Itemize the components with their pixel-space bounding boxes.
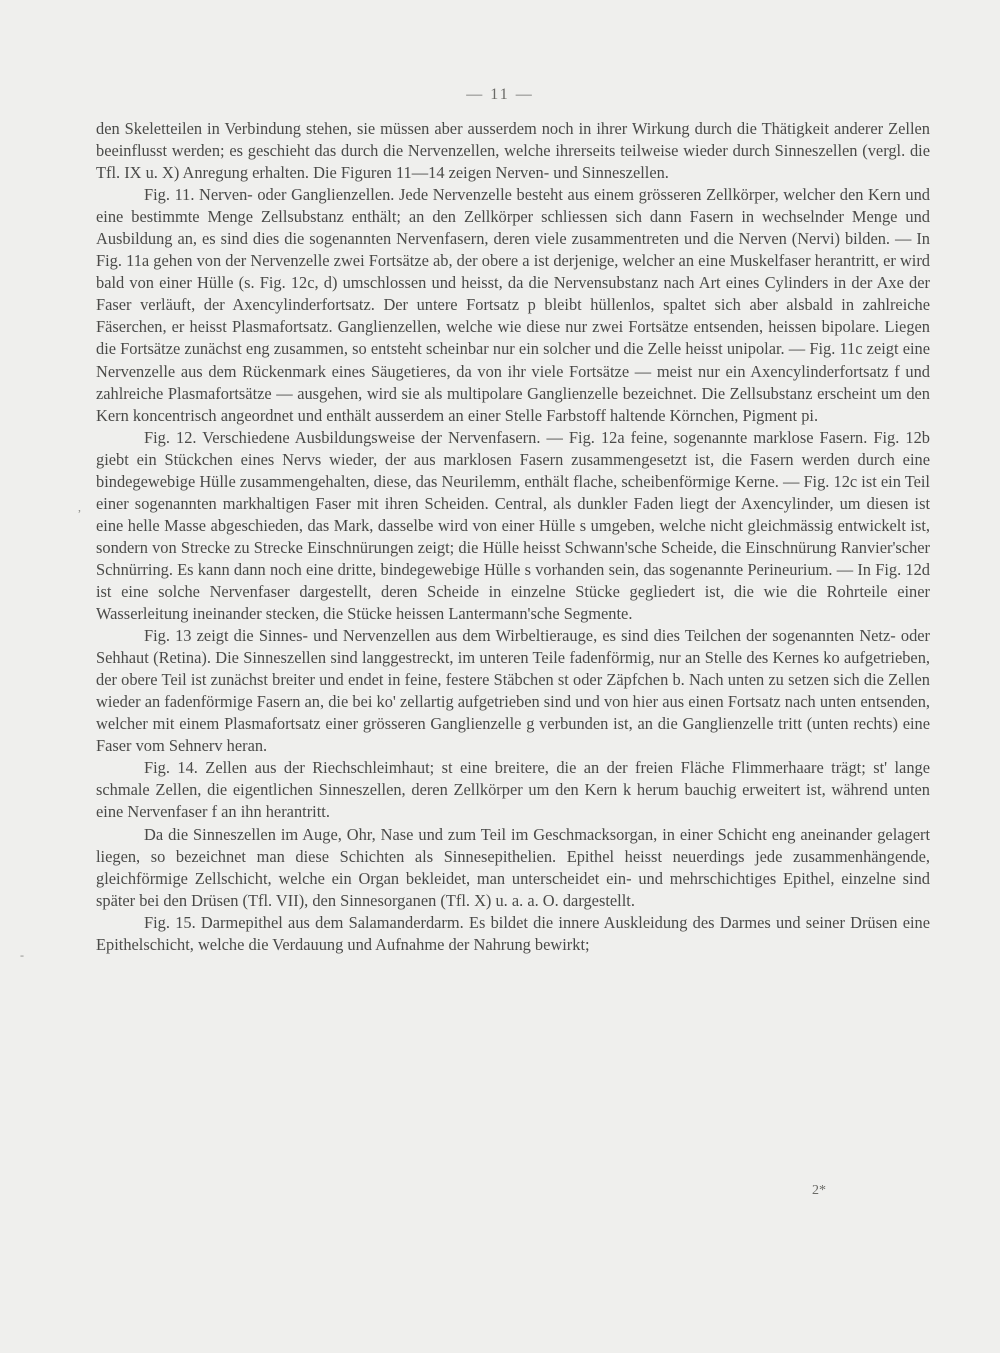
- paragraph-fig-13: Fig. 13 zeigt die Sinnes- und Nervenzellen aus dem Wirbeltierauge, es sind dies Teilchen der sogenannten Netz- oder Sehhaut (Retina). Die Sinneszellen sind langgestreckt, im unteren Teile fadenförmig, nur an Stelle des Kernes ko aufgetrieben, der obere Teil ist zunächst breiter und endet in feine, festere Stäbchen st oder Zäpfchen b. Nach unten zu setzen sich die Zellen wieder an fadenförmige Fasern an, die bei ko' zellartig aufgetrieben sind und von hier aus einen Fortsatz nach unten entsenden, welcher mit einem Plasmafortsatz einer grösseren Ganglienzelle g verbunden ist, an die Ganglienzelle tritt (unten rechts) eine Faser vom Sehnerv heran.: [96, 626, 930, 756]
- margin-mark: ,: [78, 500, 81, 514]
- signature-mark: 2*: [812, 1183, 826, 1198]
- paragraph-sinnesepithelien: Da die Sinneszellen im Auge, Ohr, Nase und zum Teil im Geschmacksorgan, in einer Schicht eng aneinander gelagert liegen, so bezeichnet man diese Schichten als Sinnesepithelien. Epithel heisst neuerdings jede zusammenhängende, gleichförmige Zellschicht, welche ein Organ bekleidet, man unterscheidet ein- und mehrschichtiges Epithel, einzelne sind später bei den Drüsen (Tfl. VII), den Sinnesorganen (Tfl. X) u. a. a. O. dargestellt.: [96, 824, 930, 910]
- margin-mark: -: [20, 948, 24, 962]
- paragraph-fig-11: Fig. 11. Nerven- oder Ganglienzellen. Jede Nervenzelle besteht aus einem grösseren Zellkörper, welcher den Kern und eine bestimmte Menge Zellsubstanz enthält; an den Zellkörper schliessen sich dann Fasern in wechselnder Menge und Ausbildung an, es sind dies die sogenannten Nervenfasern, deren viele zusammentreten und die Nerven (Nervi) bilden. — In Fig. 11a gehen von der Nervenzelle zwei Fortsätze ab, der obere a ist derjenige, welcher an eine Muskelfaser herantritt, er wird bald von einer Hülle (s. Fig. 12c, d) umschlossen und heisst, da die Nervensubstanz nach Art eines Cylinders in der Axe der Faser verläuft, der Axencylinderfortsatz. Der untere Fortsatz p bleibt hüllenlos, spaltet sich aber alsbald in zahlreiche Fäserchen, er heisst Plasmafortsatz. Ganglienzellen, welche wie diese nur zwei Fortsätze entsenden, heissen bipolare. Liegen die Fortsätze zunächst eng zusammen, so entsteht scheinbar nur ein solcher und die Zelle heisst unipolar. — Fig. 11c zeigt eine Nervenzelle aus dem Rückenmark eines Säugetieres, da von ihr viele Fortsätze — meist nur ein Axencylinderfortsatz f und zahlreiche Plasmafortsätze — ausgehen, wird sie als multipolare Ganglienzelle bezeichnet. Die Zellsubstanz erscheint um den Kern koncentrisch angeordnet und enthält ausserdem an einer Stelle Farbstoff haltende Körnchen, Pigment pi.: [96, 185, 930, 425]
- paragraph-fig-15: Fig. 15. Darmepithel aus dem Salamanderdarm. Es bildet die innere Auskleidung des Darmes und seiner Drüsen eine Epithelschicht, welche die Verdauung und Aufnahme der Nahrung bewirkt;: [96, 912, 930, 954]
- paragraph-fig-12: Fig. 12. Verschiedene Ausbildungsweise der Nervenfasern. — Fig. 12a feine, sogenannte marklose Fasern. Fig. 12b giebt ein Stückchen eines Nervs wieder, der aus marklosen Fasern zusammengesetzt ist, die Fasern werden durch eine bindegewebige Hülle zusammengehalten, diese, das Neurilemm, enthält flache, scheibenförmige Kerne. — Fig. 12c ist ein Teil einer sogenannten markhaltigen Faser mit ihren Scheiden. Central, als dunkler Faden liegt der Axencylinder, um diesen ist eine helle Masse abgeschieden, das Mark, dasselbe wird von einer Hülle s umgeben, welche nicht gleichmässig entwickelt ist, sondern von Strecke zu Strecke Einschnürungen zeigt; die Hülle heisst Schwann'sche Scheide, die Einschnürung Ranvier'scher Schnürring. Es kann dann noch eine dritte, bindegewebige Hülle s vorhanden sein, das sogenannte Perineurium. — In Fig. 12d ist eine solche Nervenfaser dargestellt, deren Scheide in einzelne Stücke gegliedert ist, die wie die Rohrteile einer Wasserleitung ineinander stecken, die Stücke heissen Lantermann'sche Segmente.: [96, 427, 930, 624]
- body-text: [96, 118, 930, 956]
- paragraph-fig-14: Fig. 14. Zellen aus der Riechschleimhaut; st eine breitere, die an der freien Fläche Flimmerhaare trägt; st' lange schmale Zellen, die eigentlichen Sinneszellen, deren Zellkörper um den Kern k herum bauchig erweitert ist, während unten eine Nervenfaser f an ihn herantritt.: [96, 758, 930, 822]
- page-number: — 11 —: [466, 86, 534, 103]
- paragraph-1: den Skeletteilen in Verbindung stehen, sie müssen aber ausserdem noch in ihrer Wirkung durch die Thätigkeit anderer Zellen beeinflusst werden; es geschieht das durch die Nervenzellen, welche ihrerseits teilweise wieder durch Sinneszellen (vergl. die Tfl. IX u. X) Anregung erhalten. Die Figuren 11—14 zeigen Nerven- und Sinneszellen.: [96, 119, 930, 183]
